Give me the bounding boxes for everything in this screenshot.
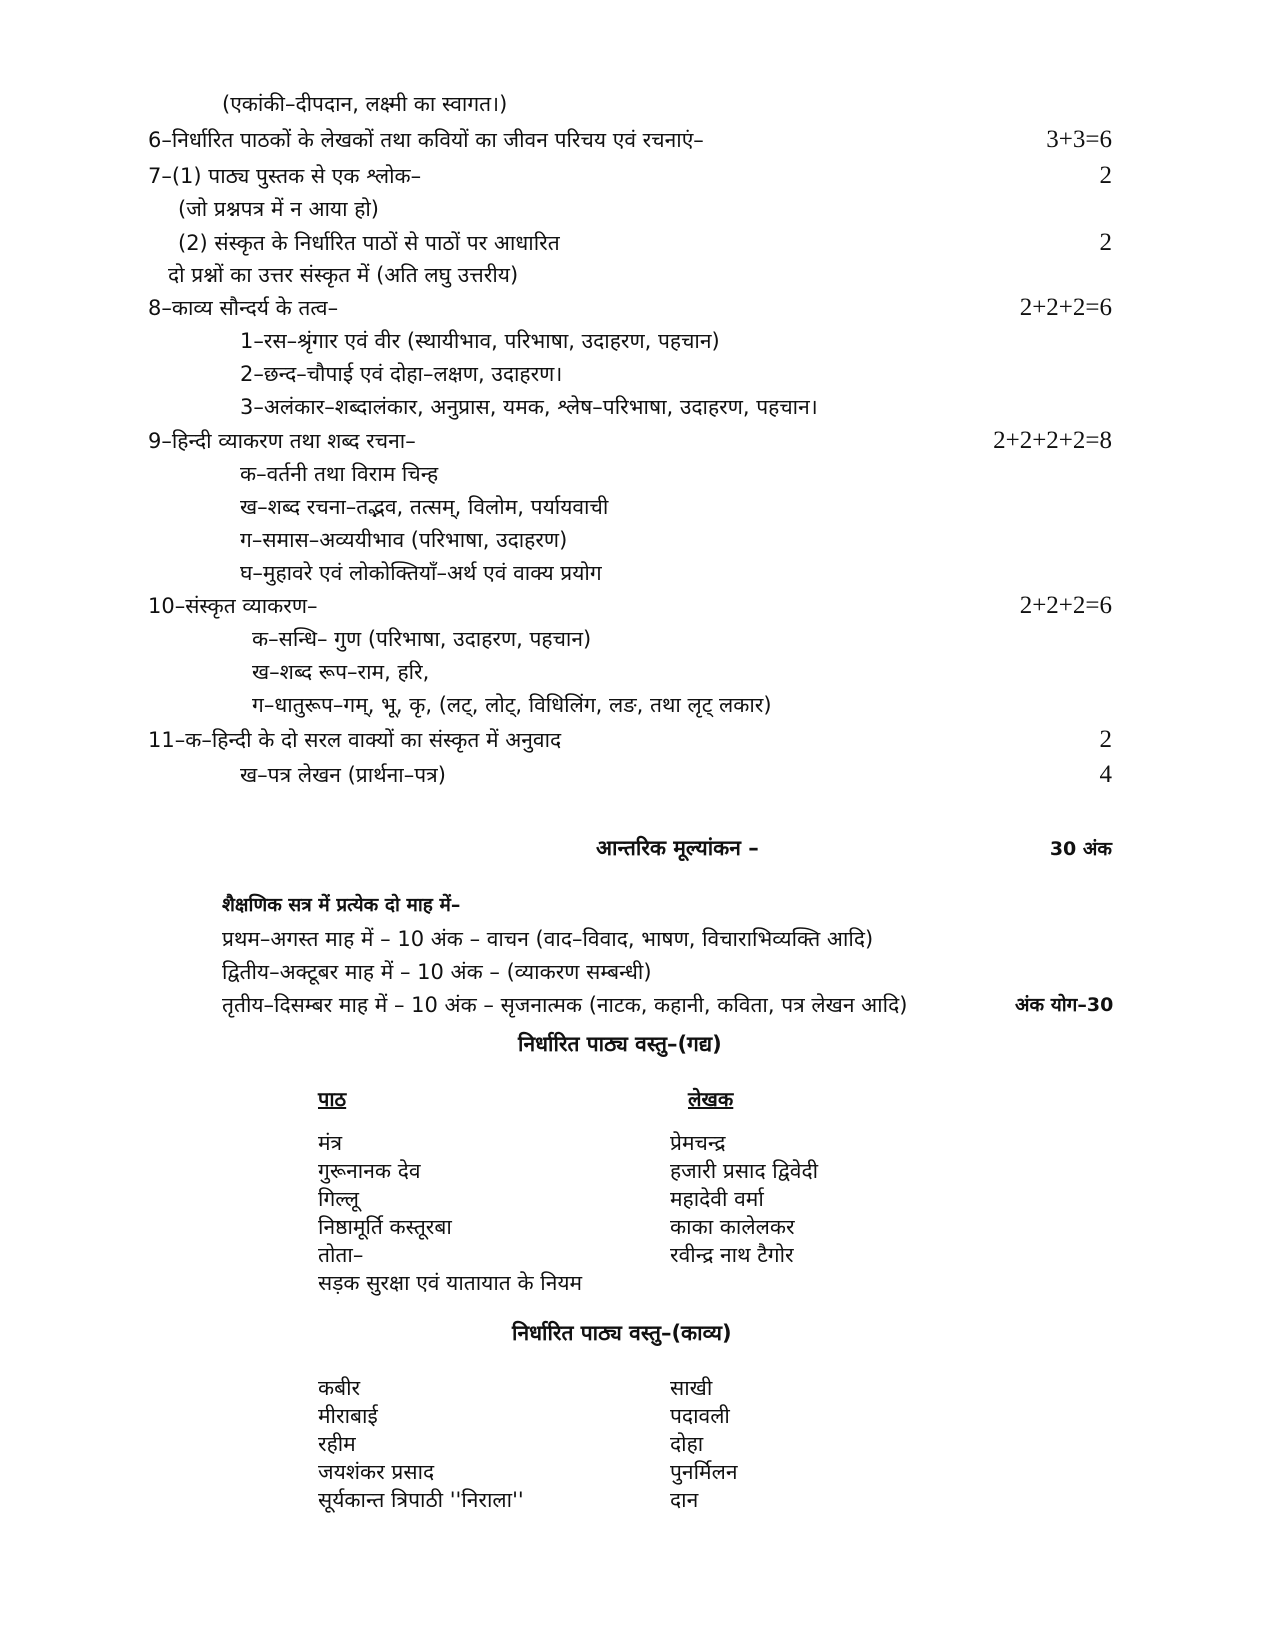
- internal-row-1: प्रथम–अगस्त माह में – 10 अंक – वाचन (वाद–विवाद, भाषण, विचाराभिव्यक्ति आदि): [222, 927, 874, 951]
- prose-lesson: तोता–: [318, 1243, 364, 1267]
- poet-name: कबीर: [318, 1376, 361, 1400]
- prose-author: हजारी प्रसाद द्विवेदी: [670, 1159, 819, 1183]
- marks-6: 3+3=6: [1046, 126, 1112, 153]
- prose-lesson: सड़क सुरक्षा एवं यातायात के नियम: [318, 1271, 583, 1295]
- internal-row-2: द्वितीय–अक्टूबर माह में – 10 अंक – (व्याकरण सम्बन्धी): [222, 960, 652, 984]
- poem-title: पुनर्मिलन: [670, 1460, 738, 1484]
- line-9-kha: ख–शब्द रचना–तद्भव, तत्सम्, विलोम, पर्यायवाची: [240, 495, 609, 519]
- line-9-gha: घ–मुहावरे एवं लोकोक्तियाँ–अर्थ एवं वाक्य प्रयोग: [240, 561, 602, 585]
- prose-author: प्रेमचन्द्र: [670, 1131, 726, 1155]
- line-8-3: 3–अलंकार–शब्दालंकार, अनुप्रास, यमक, श्लेष–परिभाषा, उदाहरण, पहचान।: [240, 395, 818, 419]
- line-8-2: 2–छन्द–चौपाई एवं दोहा–लक्षण, उदाहरण।: [240, 362, 563, 386]
- prose-lesson: गिल्लू: [318, 1187, 359, 1211]
- internal-marks: 30 अंक: [1049, 838, 1112, 860]
- prose-lesson: मंत्र: [318, 1131, 343, 1155]
- poem-title: दोहा: [670, 1432, 704, 1456]
- marks-7-2: 2: [1099, 229, 1112, 256]
- line-9-ka: क–वर्तनी तथा विराम चिन्ह: [240, 462, 439, 486]
- line-ekanki: (एकांकी–दीपदान, लक्ष्मी का स्वागत।): [222, 92, 508, 116]
- prose-lesson: निष्ठामूर्ति कस्तूरबा: [318, 1215, 452, 1239]
- poem-title: दान: [670, 1488, 699, 1512]
- line-9: 9–हिन्दी व्याकरण तथा शब्द रचना–: [148, 429, 416, 453]
- prose-col-lekhak: लेखक: [688, 1087, 734, 1111]
- line-6: 6–निर्धारित पाठकों के लेखकों तथा कवियों का जीवन परिचय एवं रचनाएं–: [148, 128, 704, 152]
- poet-name: सूर्यकान्त त्रिपाठी ''निराला'': [318, 1488, 524, 1512]
- line-11-kha: ख–पत्र लेखन (प्रार्थना–पत्र): [240, 763, 446, 787]
- marks-9: 2+2+2+2=8: [993, 427, 1112, 454]
- prose-author: काका कालेलकर: [670, 1215, 795, 1239]
- poem-title: पदावली: [670, 1404, 730, 1428]
- marks-11-ka: 2: [1099, 726, 1112, 753]
- line-7: 7–(1) पाठ्य पुस्तक से एक श्लोक–: [148, 164, 422, 188]
- marks-8: 2+2+2=6: [1019, 294, 1112, 321]
- line-8-1: 1–रस–श्रृंगार एवं वीर (स्थायीभाव, परिभाषा, उदाहरण, पहचान): [240, 329, 720, 353]
- line-8: 8–काव्य सौन्दर्य के तत्व–: [148, 296, 339, 320]
- prose-author: महादेवी वर्मा: [670, 1187, 764, 1211]
- internal-row-3: तृतीय–दिसम्बर माह में – 10 अंक – सृजनात्मक (नाटक, कहानी, कविता, पत्र लेखन आदि): [222, 993, 908, 1017]
- prose-author: रवीन्द्र नाथ टैगोर: [670, 1243, 794, 1267]
- poet-name: जयशंकर प्रसाद: [318, 1460, 435, 1484]
- internal-total: अंक योग–30: [1015, 994, 1114, 1016]
- internal-subtitle: शैक्षणिक सत्र में प्रत्येक दो माह में–: [222, 894, 461, 916]
- line-7-2: (2) संस्कृत के निर्धारित पाठों से पाठों पर आधारित: [178, 231, 560, 255]
- marks-7-1: 2: [1099, 162, 1112, 189]
- line-7-note: (जो प्रश्नपत्र में न आया हो): [178, 197, 379, 221]
- poem-title: साखी: [670, 1376, 713, 1400]
- marks-10: 2+2+2=6: [1019, 592, 1112, 619]
- line-10: 10–संस्कृत व्याकरण–: [148, 594, 318, 618]
- line-9-ga: ग–समास–अव्ययीभाव (परिभाषा, उदाहरण): [240, 528, 568, 552]
- poetry-title: निर्धारित पाठ्य वस्तु–(काव्य): [512, 1321, 732, 1345]
- prose-col-path: पाठ: [318, 1087, 347, 1111]
- line-11: 11–क–हिन्दी के दो सरल वाक्यों का संस्कृत में अनुवाद: [148, 728, 562, 752]
- line-10-kha: ख–शब्द रूप–राम, हरि,: [252, 660, 430, 684]
- line-10-ga: ग–धातुरूप–गम्, भू, कृ, (लट्, लोट्, विधिलिंग, लङ, तथा लृट् लकार): [252, 693, 772, 717]
- prose-lesson: गुरूनानक देव: [318, 1159, 421, 1183]
- line-10-ka: क–सन्धि– गुण (परिभाषा, उदाहरण, पहचान): [252, 627, 592, 651]
- internal-title: आन्तरिक मूल्यांकन –: [596, 836, 759, 860]
- line-7-2b: दो प्रश्नों का उत्तर संस्कृत में (अति लघु उत्तरीय): [168, 263, 519, 287]
- prose-title: निर्धारित पाठ्य वस्तु–(गद्य): [518, 1032, 722, 1056]
- marks-11-kha: 4: [1099, 761, 1112, 788]
- poet-name: मीराबाई: [318, 1404, 378, 1428]
- poet-name: रहीम: [318, 1432, 356, 1456]
